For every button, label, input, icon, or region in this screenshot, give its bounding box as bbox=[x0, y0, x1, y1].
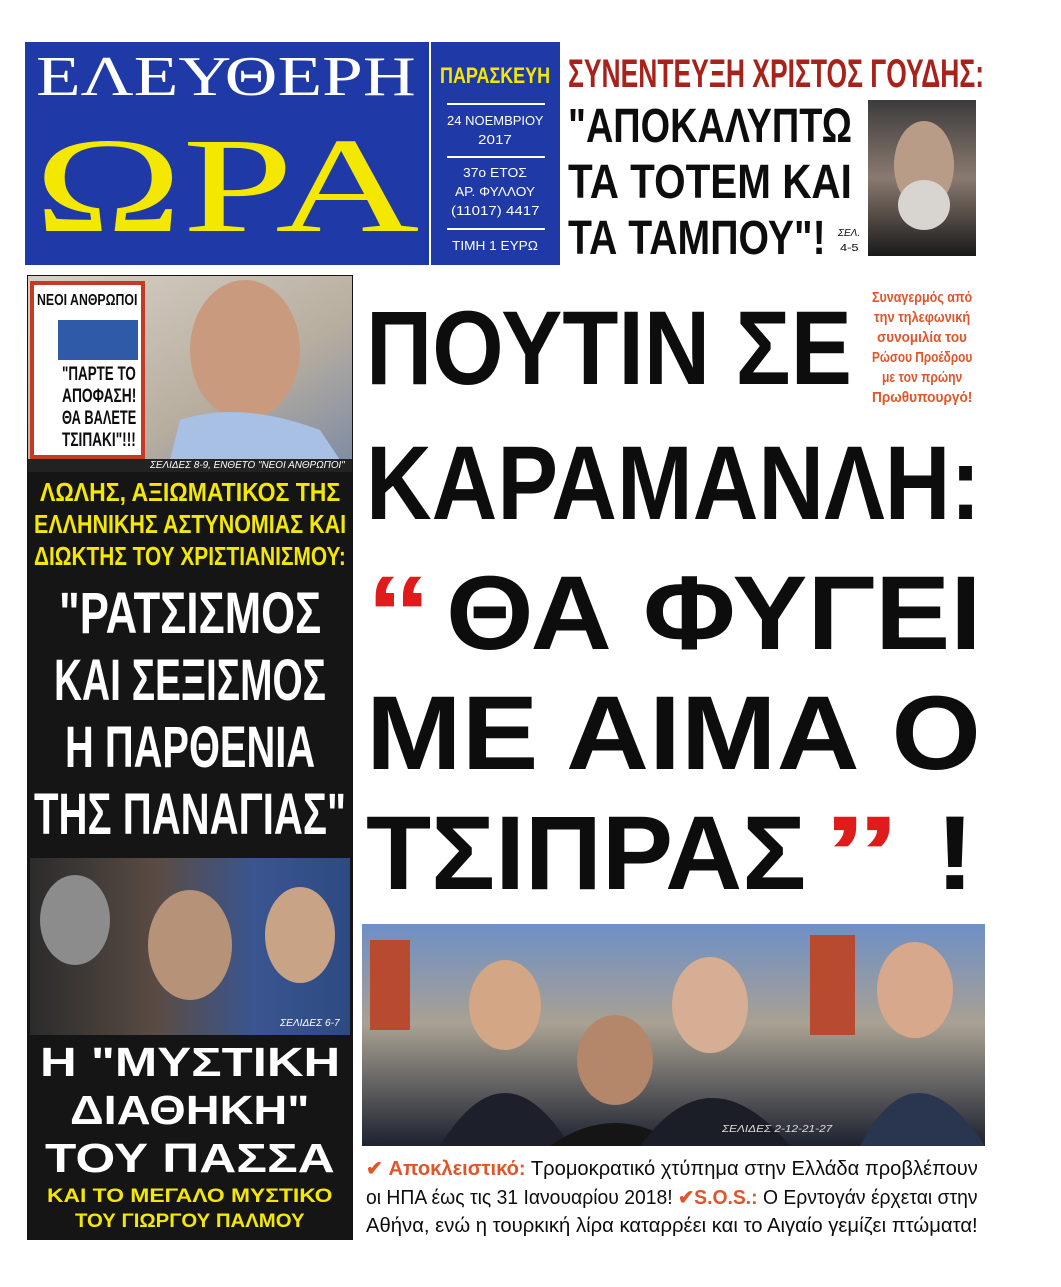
story1-kicker: ΔΙΩΚΤΗΣ ΤΟΥ ΧΡΙΣΤΙΑΝΙΣΜΟΥ: bbox=[34, 541, 346, 571]
main-headline-line: ΚΑΡΑΜΑΝΛΗ: bbox=[366, 425, 981, 542]
story1-headline[interactable]: ΤΗΣ ΠΑΝΑΓΙΑΣ" bbox=[34, 782, 346, 847]
sidebar-line: συνομιλία του bbox=[877, 329, 967, 346]
close-quote: ” bbox=[822, 795, 902, 912]
teaser-text: Τρομοκρατικό χτύπημα στην Ελλάδα προβλέπουν bbox=[530, 1158, 978, 1180]
story1-headline[interactable]: ΚΑΙ ΣΕΞΙΣΜΟΣ bbox=[54, 648, 326, 713]
goudis-beard bbox=[898, 180, 950, 230]
magazine-title: ΝΕΟΙ ΑΝΘΡΩΠΟΙ bbox=[37, 292, 138, 309]
kremlin-tower bbox=[370, 940, 410, 1030]
sidebar-line: Πρωθυπουργό! bbox=[872, 389, 973, 406]
check-icon: ✔ bbox=[677, 1187, 695, 1209]
story2-headline[interactable]: ΔΙΑΘΗΚΗ" bbox=[70, 1087, 310, 1133]
teaser-text: Αθήνα, ενώ η τουρκική λίρα καταρρέει και το Αιγαίο γεμίζει πτώματα! bbox=[366, 1215, 978, 1237]
officer-photo-caption: ΣΕΛΙΔΕΣ 8-9, ΕΝΘΕΤΟ "ΝΕΟΙ ΑΝΘΡΩΠΟΙ" bbox=[150, 460, 345, 471]
magazine-line: "ΠΑΡΤΕ ΤΟ bbox=[62, 364, 136, 385]
story2-sub: ΚΑΙ ΤΟ ΜΕΓΑΛΟ ΜΥΣΤΙΚΟ bbox=[47, 1186, 333, 1207]
teaser-line bbox=[366, 1158, 978, 1180]
main-headline-line: ΤΣΙΠΡΑΣ bbox=[366, 795, 807, 912]
story1-headline[interactable]: Η ΠΑΡΘΕΝΙΑ bbox=[65, 715, 316, 780]
teaser-text: Ο Ερντογάν έρχεται στην bbox=[762, 1187, 978, 1209]
teaser-text: οι ΗΠΑ έως τις 31 Ιανουαρίου 2018! bbox=[366, 1187, 673, 1209]
masthead-title-top: ΕΛΕΥΘΕΡΗ bbox=[36, 46, 416, 108]
story2-headline[interactable]: ΤΟΥ ΠΑΣΣΑ bbox=[45, 1135, 335, 1181]
teaser-label-exclusive: Αποκλειστικό: bbox=[388, 1158, 526, 1180]
masthead-year: 37ο ΕΤΟΣ bbox=[463, 165, 527, 180]
story2-sub: ΤΟΥ ΓΙΩΡΓΟΥ ΠΑΛΜΟΥ bbox=[75, 1211, 305, 1232]
top-story-pages: 4-5 bbox=[840, 243, 859, 254]
sidebar-line: την τηλεφωνική bbox=[874, 309, 971, 326]
teaser-label-sos: S.O.S.: bbox=[694, 1187, 758, 1209]
person-face bbox=[877, 942, 953, 1038]
story1-headline[interactable]: "ΡΑΤΣΙΣΜΟΣ bbox=[59, 581, 322, 646]
masthead-issue-line1: ΑΡ. ΦΥΛΛΟΥ bbox=[455, 184, 536, 199]
person-face bbox=[265, 887, 335, 983]
masthead-day: ΠΑΡΑΣΚΕΥΗ bbox=[440, 63, 551, 88]
top-story-line: ΤΑ ΤΟΤΕΜ ΚΑΙ bbox=[568, 156, 852, 209]
sidebar-line: με τον πρώην bbox=[882, 369, 963, 386]
top-story-pages-label: ΣΕΛ. bbox=[838, 228, 861, 239]
top-story-kicker: ΣΥΝΕΝΤΕΥΞΗ ΧΡΙΣΤΟΣ ΓΟΥΔΗΣ: bbox=[568, 52, 985, 96]
person-face bbox=[672, 957, 748, 1053]
exclamation: ! bbox=[935, 795, 975, 912]
masthead-price: ΤΙΜΗ 1 ΕΥΡΩ bbox=[452, 238, 538, 253]
magazine-line: ΑΠΟΦΑΣΗ! bbox=[62, 386, 137, 407]
sidebar-line: Συναγερμός από bbox=[872, 289, 973, 306]
top-story-line: "ΑΠΟΚΑΛΥΠΤΩ bbox=[568, 100, 853, 153]
officer-face bbox=[190, 280, 300, 420]
masthead-issue-line2: (11017) 4417 bbox=[451, 203, 540, 218]
main-headline-line: ΠΟΥΤΙΝ ΣΕ bbox=[366, 290, 852, 407]
main-headline-line: ΘΑ ΦΥΓΕΙ bbox=[446, 555, 982, 672]
leaders-photo-caption: ΣΕΛΙΔΕΣ 2-12-21-27 bbox=[722, 1124, 833, 1135]
masthead-date-line1: 24 ΝΟΕΜΒΡΙΟΥ bbox=[447, 113, 544, 128]
person-face bbox=[469, 960, 541, 1050]
teaser-line bbox=[366, 1187, 978, 1209]
person-face bbox=[577, 1015, 653, 1105]
kremlin-tower bbox=[810, 935, 855, 1035]
top-story-line: ΤΑ ΤΑΜΠΟΥ"! bbox=[568, 212, 826, 265]
story2-headline[interactable]: Η "ΜΥΣΤΙΚΗ bbox=[40, 1039, 341, 1085]
person-face bbox=[148, 890, 232, 1000]
masthead-title-main: ΩΡΑ bbox=[34, 111, 420, 261]
magazine-line: ΘΑ ΒΑΛΕΤΕ bbox=[62, 408, 137, 429]
open-quote: “ bbox=[366, 555, 432, 672]
check-icon: ✔ bbox=[366, 1158, 383, 1180]
magazine-line: ΤΣΙΠΑΚΙ"!!! bbox=[62, 430, 136, 451]
masthead-date-line2: 2017 bbox=[478, 132, 512, 147]
magazine-eye-image bbox=[58, 320, 138, 360]
sidebar-line: Ρώσου Προέδρου bbox=[872, 349, 973, 366]
story1-kicker: ΕΛΛΗΝΙΚΗΣ ΑΣΤΥΝΟΜΙΑΣ ΚΑΙ bbox=[34, 509, 347, 539]
main-headline-line: ΜΕ ΑΙΜΑ Ο bbox=[366, 675, 981, 792]
writers-photo-caption: ΣΕΛΙΔΕΣ 6-7 bbox=[280, 1018, 340, 1029]
person-face bbox=[40, 875, 110, 965]
story1-kicker: ΛΩΛΗΣ, ΑΞΙΩΜΑΤΙΚΟΣ ΤΗΣ bbox=[40, 477, 341, 507]
